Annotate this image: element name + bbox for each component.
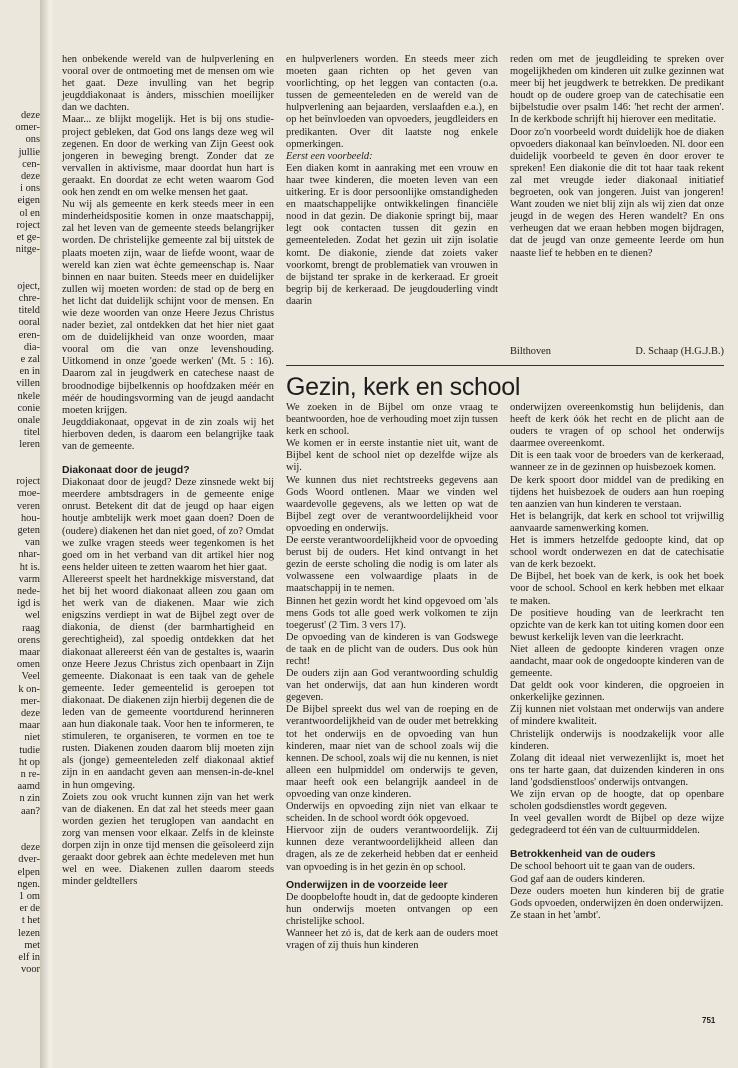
margin-fragment: cen- <box>22 158 40 170</box>
margin-fragment: oject, <box>17 280 40 292</box>
margin-fragment: onale <box>17 415 40 427</box>
margin-fragment <box>0 818 44 830</box>
margin-fragment: er de <box>19 903 40 915</box>
paragraph: reden om met de jeugdleiding te spreken over mogelijkheden om kinderen uit zulke gezinnen wat meer bij het jeugdwerk te betrekken. De predikant houdt op de oudere groep van de catechisatie een bijbelstudie over psalm 146: 'het recht der armen'. In de kerkbode schrijft hij hierover een meditatie. <box>510 54 724 126</box>
paragraph: onderwijzen overeenkomstig hun belijdenis, dan heeft de kerk óók het recht en de plicht aan de ouders te vragen of op school het onderwijs daarmee overeenkomt. <box>510 402 724 450</box>
margin-fragment: nhar- <box>18 549 40 561</box>
margin-fragment: omer- <box>15 122 40 134</box>
margin-fragment: dia- <box>23 341 40 353</box>
margin-fragment: met <box>24 939 40 951</box>
margin-fragment: maar <box>19 720 40 732</box>
margin-fragment: n re- <box>20 768 40 780</box>
paragraph: Jeugddiakonaat, opgevat in de zin zoals wij het hierboven deden, is daarom een belangrijke taak van de gemeente. <box>62 416 274 452</box>
margin-fragment: tudie <box>19 744 40 756</box>
margin-fragment <box>0 830 44 842</box>
previous-page-edge <box>0 110 44 1010</box>
margin-fragment: varm <box>18 573 40 585</box>
margin-fragment: villen <box>16 378 40 390</box>
margin-fragment: igd is <box>17 598 40 610</box>
margin-fragment: omen <box>16 659 40 671</box>
margin-fragment <box>0 452 44 464</box>
margin-fragment: deze <box>20 842 40 854</box>
paragraph: We kunnen dus niet rechtstreeks gegevens aan Gods Woord ontlenen. Maar we vinden wel waardevolle gegevens, als we letten op wat de Bijbel zegt over de verantwoordelijkheid voor opvoeding en onderwijs. <box>286 474 498 534</box>
margin-fragment: e zal <box>20 354 40 366</box>
margin-fragment: nitge- <box>15 244 40 256</box>
paragraph: Nu wij als gemeente en kerk steeds meer in een minderheidspositie komen in onze maatschappij, zal het leven van de gemeente steeds belangrijker worden. De christelijke gemeente zal bij uitstek de plaats moeten zijn, waar de liefde woont, waar de wereld kan zien wat èchte gemeenschap is. Naar binnen en naar buiten. Steeds meer en duidelijker zullen wij moeten worden: de stad op de berg en het licht dat duidelijk schijnt voor de mensen. En wie deze woorden van onze Heere Jezus Christus nader beziet, zal ontdekken dat het hier niet gaat om de duidelijkheid van onze woorden, maar vooral om die van onze levenshouding. Uitkomend in onze 'goede werken' (Mt. 5 : 16). Daarom zal in jeugdwerk en catechese naast de broodnodige bijbelkennis op hoofdzaken méér en méér de houdingsvorming van de jeugd aandacht moeten krijgen. <box>62 199 274 416</box>
paragraph: We komen er in eerste instantie niet uit, want de Bijbel kent de school niet op dezelfde wijze als wij. <box>286 438 498 474</box>
margin-fragment: roject <box>16 219 40 231</box>
margin-fragment: nkele <box>17 390 40 402</box>
margin-fragment: moe- <box>18 488 40 500</box>
article-headline: Gezin, kerk en school <box>286 373 521 401</box>
margin-fragment: deze <box>20 110 40 121</box>
margin-fragment: geten <box>17 524 40 536</box>
paragraph: Een diaken komt in aanraking met een vrouw en haar twee kinderen, die moeten leven van een uitkering. Er is door persoonlijke omstandigheden en maatschappelijke ontwikkelingen financiële nood in dat gezin. De diakonie springt bij, maar legt ook contacten tussen dit gezin en gemeenteleden. Zodat het gezin uit zijn isolatie komt. De diakonie, ziende dat zoiets vaker voorkomt, brengt de problematiek van vrouwen in de bijstand ter sprake in de kerkeraad. Er groeit begrip bij de kerkeraad. De jeugdouderling vindt daarin <box>286 162 498 307</box>
margin-fragment: hou- <box>20 512 40 524</box>
paragraph: Onderwijs en opvoeding zijn niet van elkaar te scheiden. In de school wordt óók opgevoed. <box>286 801 498 825</box>
margin-fragment: raag <box>22 622 40 634</box>
margin-fragment: en in <box>19 366 40 378</box>
paragraph: Wanneer het zó is, dat de kerk aan de ouders moet vragen of zij thuis hun kinderen <box>286 928 498 952</box>
paragraph: Het is immers hetzelfde gedoopte kind, dat op school wordt onderwezen en dat de catechisatie van de kerk bezoekt. <box>510 535 724 571</box>
margin-fragment: ht op <box>18 756 40 768</box>
margin-fragment: aamd <box>17 781 40 793</box>
paragraph: De kerk spoort door middel van de prediking en tijdens het huisbezoek de ouders aan hun roeping ten aanzien van hun kinderen te verstaan. <box>510 474 724 510</box>
paragraph: De ouders zijn aan God verantwoording schuldig van het onderwijs, dat aan hun kinderen wordt gegeven. <box>286 668 498 704</box>
column-5 <box>510 402 724 922</box>
paragraph: De eerste verantwoordelijkheid voor de opvoeding berust bij de ouders. Het kind ontvangt in het gezin de eerste scholing die nodig is om later als volwassene een volwaardige plaats in de maatschappij in te nemen. <box>286 535 498 595</box>
column-4 <box>286 402 498 952</box>
paragraph: De doopbelofte houdt in, dat de gedoopte kinderen hun onderwijs moeten ontvangen op een christelijke school. <box>286 891 498 927</box>
paragraph: Hiervoor zijn de ouders verantwoordelijk. Zij kunnen deze verantwoordelijkheid alleen dan dragen, als ze de zekerheid hebben dat er eenheid van opvoeding is in het gezin èn op school. <box>286 825 498 873</box>
paragraph: Diakonaat door de jeugd? Deze zinsnede wekt bij meerdere ambtsdragers in de gemeente enige onrust. Betekent dit dat de jeugd op haar eigen houtje ambtelijk werk moet gaan doen? Doen de (oudere) diakenen het dan niet goed, of zo? Omdat we zulke vragen steeds weer tegenkomen is het goed om in het verband van dit artikel hier nog eens helder uiteen te zetten waarom het hier gaat. <box>62 477 274 573</box>
paragraph: Zolang dit ideaal niet verwezenlijkt is, moet het ons ter harte gaan, dat duizenden kinderen in ons land 'godsdienstloos' onderwijs ontvangen. <box>510 752 724 788</box>
margin-fragment: t het <box>21 915 40 927</box>
margin-fragment: titel <box>23 427 40 439</box>
margin-fragment: wel <box>24 610 40 622</box>
margin-fragment: roject <box>16 476 40 488</box>
margin-fragment: van <box>24 537 40 549</box>
paragraph: De positieve houding van de leerkracht ten opzichte van de kerk kan tot uiting komen door een bewust kerkelijk leven van die leerkracht. <box>510 607 724 643</box>
margin-fragment: ht is. <box>19 561 40 573</box>
paragraph: Zij kunnen niet volstaan met onderwijs van andere of mindere kwaliteit. <box>510 704 724 728</box>
paragraph: Christelijk onderwijs is noodzakelijk voor alle kinderen. <box>510 728 724 752</box>
signature-place: Bilthoven <box>510 346 551 357</box>
margin-fragment: aan? <box>20 805 40 817</box>
paragraph: Door zo'n voorbeeld wordt duidelijk hoe de diaken opvoeders diakonaal kan beïnvloeden. Nl. door een duidelijk voorbeeld te geven èn door erover te spreken! Een diakonie die dit tot haar taak rekent zal met vreugde ieder diakonaal initiatief begroeten, ook van jongeren. Juist van jongeren! Want zouden we niet blij zijn als wij zien dat onze jeugd in de wegen des Heren wandelt? En ons verheugen dat we eraan hebben mogen bijdragen, dat de jeugd van onze gemeente leerde om hun naaste lief te hebben en te dienen? <box>510 126 724 259</box>
paragraph: Het is belangrijk, dat kerk en school tot vrijwillig aanvaarde samenwerking komen. <box>510 510 724 534</box>
margin-fragment: veren <box>16 500 40 512</box>
margin-fragment <box>0 256 44 268</box>
paragraph: Maar... ze blijkt mogelijk. Het is bij ons studie-project gebleken, dat God ons langs deze weg wil zegenen. En door de werking van Zijn Geest ook jongeren in beweging brengt. Zonder dat ze vervallen in aktivisme, maar doordat hun hart is geraakt. En doordat ze echt weten waarom God ook hen zendt en om welke mensen het gaat. <box>62 114 274 199</box>
margin-fragment: ons <box>25 134 40 146</box>
margin-fragment: eigen <box>17 195 40 207</box>
margin-fragment: niet <box>24 732 40 744</box>
article-signature <box>510 346 724 357</box>
margin-fragment <box>0 269 44 281</box>
margin-fragment: Veel <box>21 671 40 683</box>
margin-fragment: chre- <box>18 293 40 305</box>
paragraph: We zijn ervan op de hoogte, dat op openbare scholen godsdienstles wordt gegeven. <box>510 789 724 813</box>
margin-fragment: mer- <box>20 695 40 707</box>
margin-fragment: i ons <box>20 183 40 195</box>
section-divider <box>286 365 724 366</box>
margin-fragment: orens <box>17 634 40 646</box>
page-number: 751 <box>702 1016 716 1025</box>
margin-fragment: ngen. <box>17 878 40 890</box>
margin-fragment: ol en <box>19 207 40 219</box>
paragraph: Niet alleen de gedoopte kinderen vragen onze aandacht, maar ook de ongedoopte kinderen van de gemeente. <box>510 643 724 680</box>
margin-fragment: eren- <box>18 329 40 341</box>
margin-fragment: lezen <box>18 927 40 939</box>
margin-fragment: deze <box>20 171 40 183</box>
margin-fragment: deze <box>20 707 40 719</box>
paragraph: Dat geldt ook voor kinderen, die opgroeien in onkerkelijke gezinnen. <box>510 680 724 704</box>
margin-fragment: k on- <box>18 683 40 695</box>
margin-fragment: jullie <box>18 146 40 158</box>
paragraph: hen onbekende wereld van de hulpverlening en vooral over de ontmoeting met de mensen om wie het gaat. Deze invulling van het begrip jeugddiakonaat is ànders, misschien moeilijker dan we dachten. <box>62 54 274 114</box>
paragraph: We zoeken in de Bijbel om onze vraag te beantwoorden, hoe de verhouding moet zijn tussen kerk en school. <box>286 402 498 438</box>
paragraph: Ze staan in het 'ambt'. <box>510 909 601 921</box>
section-heading: Onderwijzen in de voorzeide leer <box>286 879 448 891</box>
margin-fragment: conie <box>17 402 40 414</box>
margin-fragment: titeld <box>18 305 40 317</box>
section-heading: Diakonaat door de jeugd? <box>62 465 190 477</box>
margin-fragment: 1 om <box>18 891 40 902</box>
margin-fragment: leren <box>19 439 40 451</box>
paragraph: Deze ouders moeten hun kinderen bij de gratie Gods opvoeden, onderwijzen èn doen onderwijzen. <box>510 885 724 909</box>
paragraph: Binnen het gezin wordt het kind opgevoed om 'als mens Gods tot alle goed werk volkomen te zijn toegerust' (2 Tim. 3 vers 17). <box>286 595 498 631</box>
paragraph: Dit is een taak voor de broeders van de kerkeraad, wanneer ze in de gezinnen op huisbezoek komen. <box>510 450 724 474</box>
margin-fragment: dver- <box>18 854 40 866</box>
paragraph: De Bijbel, het boek van de kerk, is ook het boek voor de school. School en kerk hebben met elkaar te maken. <box>510 571 724 607</box>
section-heading: Betrokkenheid van de ouders <box>510 849 656 861</box>
paragraph: De opvoeding van de kinderen is van Godswege de taak en de plicht van de ouders. Dus ook hùn recht! <box>286 631 498 667</box>
margin-fragment <box>0 464 44 476</box>
paragraph: en hulpverleners worden. En steeds meer zich moeten gaan richten op het geven van voorlichting, op het leggen van contacten (o.a. tussen de gemeenteleden en de wereld van de hulpverlening aan bejaarden, verslaafden e.a.), en op het beïnvloeden van opvoeders, jeugdleiders en predikanten. Over dit laatste nog enkele opmerkingen. <box>286 54 498 150</box>
column-3 <box>510 54 724 260</box>
paragraph: Eerst een voorbeeld: <box>286 150 373 162</box>
margin-fragment: nede- <box>16 585 40 597</box>
signature-author: D. Schaap (H.G.J.B.) <box>635 346 724 357</box>
margin-fragment: voor <box>20 964 40 976</box>
paragraph: Zoiets zou ook vrucht kunnen zijn van het werk van de diakenen. En dat zal het steeds meer gaan worden gezien het teruglopen van aandacht en zorg van mensen voor elkaar. Zelfs in de kleinste dorpen zijn in onze tijd mensen die geïsoleerd zijn geraakt door gebrek aan èchte medeleven met hun wel en wee. Diakenen zullen daarom steeds minder geldtellers <box>62 791 274 888</box>
margin-fragment: maar <box>19 646 40 658</box>
margin-fragment: elpen <box>17 866 40 878</box>
paragraph: God gaf aan de ouders kinderen. <box>510 873 646 885</box>
paragraph: De school behoort uit te gaan van de ouders. <box>510 861 695 873</box>
column-1 <box>62 54 274 888</box>
margin-fragment: ooral <box>18 317 40 329</box>
paragraph: Allereerst speelt het hardnekkige misverstand, dat het bij het woord diakonaat alleen zou gaan om het werk van de diakenen. Maar wie zich enigszins verdiept in wat de Bijbel zegt over de diakonia, de dienst (der barmhartigheid en gerechtigheid), zal spoedig ontdekken dat het diakonaat allereerst één van de gestaltes is, waarin onze Heere Jezus Christus zich openbaart in Zijn gemeente. Diakonaat is een taak van de gehele gemeente. Ieder gemeentelid is geroepen tot diakonaat. De diakenen zijn hierbij degenen die de leden van de gemeente voortdurend herinneren aan hun diakonale taak. Voor hen te informeren, te stimuleren, te organiseren, te vormen en toe te rusten. Diakenen zouden daarom blij moeten zijn als (jonge) gemeenteleden zelf diakonaal aktief zijn in en aandacht geven aan mensen-in-de-knel in hun omgeving. <box>62 573 274 791</box>
margin-fragment: elf in <box>18 952 40 964</box>
column-2 <box>286 54 498 308</box>
margin-fragment: et ge- <box>16 232 40 244</box>
paragraph: In veel gevallen wordt de Bijbel op deze wijze gedegradeerd tot één van de cultuurmiddelen. <box>510 813 724 837</box>
paragraph: De Bijbel spreekt dus wel van de roeping en de verantwoordelijkheid van de ouder met betrekking tot het onderwijs en de opvoeding van hun kinderen, maar niet van de school zoals wij die kennen. De school, zoals wij die nu kennen, is niet alleen een hulpmiddel om onderwijs te geven, maar heeft ook een belangrijk aandeel in de opvoeding van onze kinderen. <box>286 704 498 800</box>
margin-fragment: n zin <box>19 793 40 805</box>
